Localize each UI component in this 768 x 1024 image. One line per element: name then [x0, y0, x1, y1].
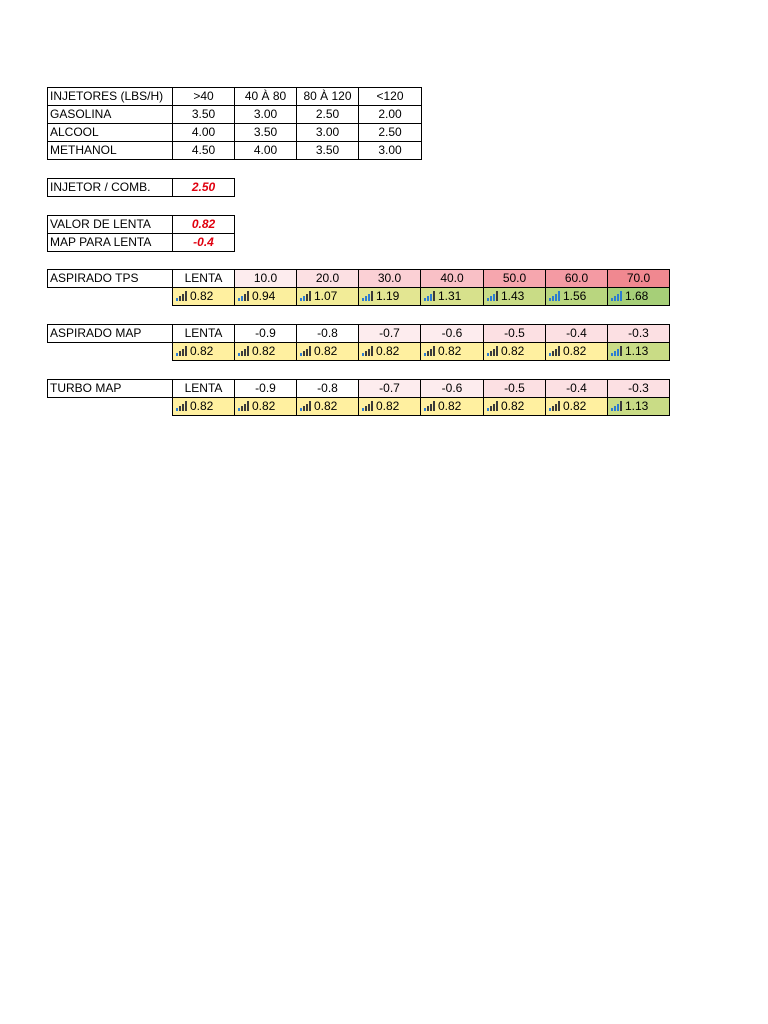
- table-cell[interactable]: 3.50: [173, 106, 235, 124]
- map-header-cell[interactable]: 20.0: [297, 270, 359, 288]
- map-value: 0.82: [376, 399, 400, 413]
- injectors-header-row: [48, 88, 422, 106]
- table-cell[interactable]: 3.00: [235, 106, 297, 124]
- map-value: 0.82: [438, 344, 462, 358]
- table-row: [48, 142, 422, 160]
- table-cell[interactable]: 2.50: [297, 106, 359, 124]
- map-header-cell[interactable]: 50.0: [484, 270, 546, 288]
- injectors-header-label[interactable]: INJETORES (LBS/H): [48, 88, 173, 106]
- map-value-cell[interactable]: [546, 398, 608, 416]
- map-header-cell[interactable]: -0.7: [359, 380, 421, 398]
- fuel-label[interactable]: METHANOL: [48, 142, 173, 160]
- map-header-cell[interactable]: -0.5: [484, 380, 546, 398]
- signal-bars-icon: [424, 346, 435, 356]
- table-cell[interactable]: 2.50: [359, 124, 422, 142]
- map-header-row: [48, 325, 670, 343]
- map-value: 1.19: [376, 289, 400, 303]
- map-value-cell[interactable]: [235, 288, 297, 306]
- signal-bars-icon: [611, 291, 622, 301]
- signal-bars-icon: [362, 401, 373, 411]
- signal-bars-icon: [487, 291, 498, 301]
- map-header-cell[interactable]: 40.0: [421, 270, 484, 288]
- injectors-header-cell[interactable]: <120: [359, 88, 422, 106]
- map-value: 1.43: [501, 289, 525, 303]
- map-value-cell[interactable]: [359, 343, 421, 361]
- signal-bars-icon: [300, 401, 311, 411]
- table-row: [48, 124, 422, 142]
- map-value-cell[interactable]: [421, 288, 484, 306]
- map-value-cell[interactable]: [608, 398, 670, 416]
- signal-bars-icon: [549, 346, 560, 356]
- map-value: 0.82: [252, 399, 276, 413]
- lenta-table: [47, 215, 235, 252]
- signal-bars-icon: [238, 401, 249, 411]
- signal-bars-icon: [362, 291, 373, 301]
- table-row: [48, 216, 235, 234]
- map-title[interactable]: TURBO MAP: [48, 380, 173, 398]
- map-value-row: [48, 343, 670, 361]
- map-header-cell[interactable]: -0.5: [484, 325, 546, 343]
- map-value: 1.07: [314, 289, 338, 303]
- map-header-row: [48, 380, 670, 398]
- table-row: [48, 179, 235, 197]
- map-header-cell[interactable]: -0.4: [546, 380, 608, 398]
- map-value: 0.82: [252, 344, 276, 358]
- map-value: 1.13: [625, 399, 649, 413]
- map-header-cell[interactable]: -0.8: [297, 380, 359, 398]
- map-header-cell[interactable]: 30.0: [359, 270, 421, 288]
- blank-cell: [48, 398, 173, 416]
- signal-bars-icon: [176, 291, 187, 301]
- map-value-cell[interactable]: [421, 398, 484, 416]
- map-header-cell[interactable]: 60.0: [546, 270, 608, 288]
- map-value-cell[interactable]: [546, 343, 608, 361]
- map-header-cell[interactable]: -0.3: [608, 325, 670, 343]
- signal-bars-icon: [487, 346, 498, 356]
- signal-bars-icon: [176, 346, 187, 356]
- map-value: 0.82: [190, 344, 214, 358]
- map-header-cell[interactable]: LENTA: [173, 270, 235, 288]
- map-value-row: [48, 398, 670, 416]
- blank-cell: [48, 343, 173, 361]
- map-value-cell[interactable]: [235, 343, 297, 361]
- map-lenta-label[interactable]: MAP PARA LENTA: [48, 234, 173, 252]
- injectors-table: [47, 87, 422, 160]
- map-header-cell[interactable]: -0.3: [608, 380, 670, 398]
- signal-bars-icon: [549, 291, 560, 301]
- map-value: 1.68: [625, 289, 649, 303]
- map-header-cell[interactable]: 70.0: [608, 270, 670, 288]
- blank-cell: [48, 288, 173, 306]
- map-header-cell[interactable]: -0.4: [546, 325, 608, 343]
- injetor-comb-table: [47, 178, 235, 197]
- map-value-cell[interactable]: [359, 398, 421, 416]
- map-value: 0.94: [252, 289, 276, 303]
- map-value: 1.31: [438, 289, 462, 303]
- table-cell[interactable]: 3.00: [297, 124, 359, 142]
- table-cell[interactable]: 4.50: [173, 142, 235, 160]
- map-value-cell[interactable]: [297, 398, 359, 416]
- map-title[interactable]: ASPIRADO TPS: [48, 270, 173, 288]
- map-header-cell[interactable]: -0.6: [421, 380, 484, 398]
- aspirado-tps-table: [47, 269, 670, 306]
- map-value-row: [48, 288, 670, 306]
- map-value: 0.82: [314, 344, 338, 358]
- signal-bars-icon: [424, 291, 435, 301]
- map-value-cell[interactable]: [297, 343, 359, 361]
- signal-bars-icon: [549, 401, 560, 411]
- map-title[interactable]: ASPIRADO MAP: [48, 325, 173, 343]
- map-header-cell[interactable]: -0.9: [235, 325, 297, 343]
- map-value: 0.82: [190, 399, 214, 413]
- aspirado-map-table: [47, 324, 670, 361]
- signal-bars-icon: [487, 401, 498, 411]
- table-cell[interactable]: 2.00: [359, 106, 422, 124]
- table-cell[interactable]: 3.00: [359, 142, 422, 160]
- table-cell[interactable]: 4.00: [235, 142, 297, 160]
- map-value-cell[interactable]: [173, 343, 235, 361]
- table-row: [48, 106, 422, 124]
- map-value-cell[interactable]: [297, 288, 359, 306]
- signal-bars-icon: [300, 291, 311, 301]
- map-value: 0.82: [563, 344, 587, 358]
- map-value-cell[interactable]: [173, 398, 235, 416]
- map-value-cell[interactable]: [421, 343, 484, 361]
- fuel-label[interactable]: GASOLINA: [48, 106, 173, 124]
- map-value: 1.56: [563, 289, 587, 303]
- map-value-cell[interactable]: [608, 288, 670, 306]
- map-lenta-value[interactable]: -0.4: [173, 234, 235, 252]
- valor-lenta-value[interactable]: 0.82: [173, 216, 235, 234]
- map-header-cell[interactable]: -0.8: [297, 325, 359, 343]
- map-header-cell[interactable]: -0.6: [421, 325, 484, 343]
- signal-bars-icon: [238, 346, 249, 356]
- table-cell[interactable]: 3.50: [235, 124, 297, 142]
- map-value: 0.82: [501, 399, 525, 413]
- map-value-cell[interactable]: [484, 398, 546, 416]
- injectors-header-cell[interactable]: 40 À 80: [235, 88, 297, 106]
- map-value: 1.13: [625, 344, 649, 358]
- map-value-cell[interactable]: [173, 288, 235, 306]
- map-value: 0.82: [376, 344, 400, 358]
- turbo-map-table: [47, 379, 670, 416]
- fuel-label[interactable]: ALCOOL: [48, 124, 173, 142]
- map-value-cell[interactable]: [484, 288, 546, 306]
- valor-lenta-label[interactable]: VALOR DE LENTA: [48, 216, 173, 234]
- map-value-cell[interactable]: [359, 288, 421, 306]
- signal-bars-icon: [611, 401, 622, 411]
- map-value-cell[interactable]: [484, 343, 546, 361]
- table-cell[interactable]: 3.50: [297, 142, 359, 160]
- map-header-cell[interactable]: 10.0: [235, 270, 297, 288]
- injetor-comb-label[interactable]: INJETOR / COMB.: [48, 179, 173, 197]
- table-cell[interactable]: 4.00: [173, 124, 235, 142]
- map-header-cell[interactable]: LENTA: [173, 380, 235, 398]
- map-value: 0.82: [314, 399, 338, 413]
- signal-bars-icon: [362, 346, 373, 356]
- map-value-cell[interactable]: [608, 343, 670, 361]
- map-value: 0.82: [563, 399, 587, 413]
- injectors-header-cell[interactable]: 80 À 120: [297, 88, 359, 106]
- signal-bars-icon: [176, 401, 187, 411]
- map-header-row: [48, 270, 670, 288]
- map-header-cell[interactable]: LENTA: [173, 325, 235, 343]
- signal-bars-icon: [611, 346, 622, 356]
- map-value: 0.82: [190, 289, 214, 303]
- map-header-cell[interactable]: -0.7: [359, 325, 421, 343]
- signal-bars-icon: [238, 291, 249, 301]
- map-value: 0.82: [438, 399, 462, 413]
- map-value-cell[interactable]: [546, 288, 608, 306]
- injetor-comb-value[interactable]: 2.50: [173, 179, 235, 197]
- map-value-cell[interactable]: [235, 398, 297, 416]
- map-value: 0.82: [501, 344, 525, 358]
- table-row: [48, 234, 235, 252]
- signal-bars-icon: [300, 346, 311, 356]
- signal-bars-icon: [424, 401, 435, 411]
- map-header-cell[interactable]: -0.9: [235, 380, 297, 398]
- injectors-header-cell[interactable]: >40: [173, 88, 235, 106]
